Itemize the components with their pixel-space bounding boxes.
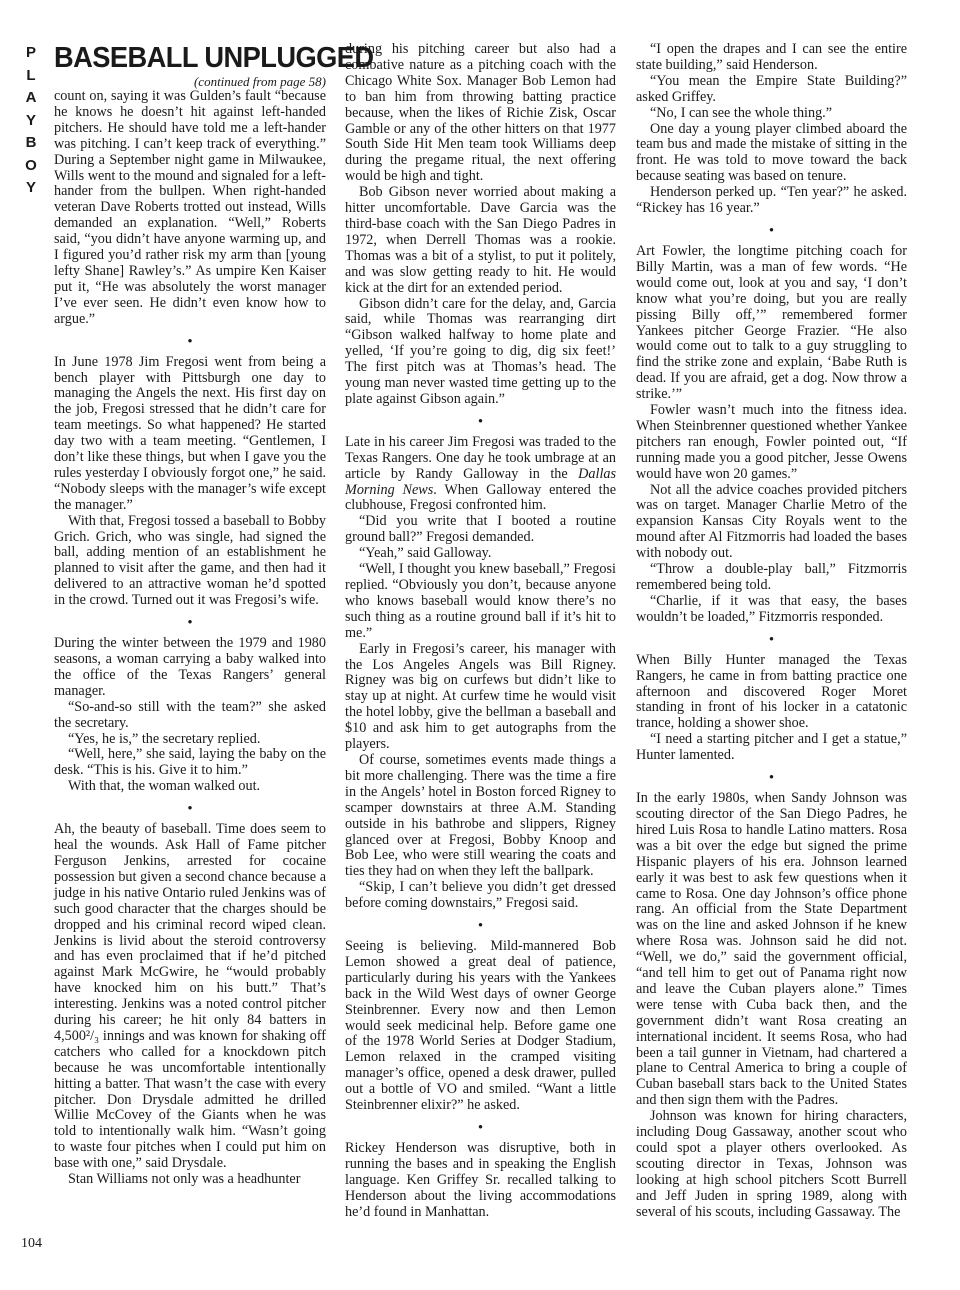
- section-separator: •: [477, 1120, 484, 1136]
- section-separator: •: [477, 918, 484, 935]
- brand-letter: Y: [25, 111, 36, 129]
- section-separator: •: [768, 770, 775, 787]
- brand-vertical-label: [21, 42, 41, 200]
- paragraph: Not all the advice coaches provided pitchers was on target. Manager Charlie Metro of the expansion Kansas City Royals went to the mound after Al Fitzmorris had loaded the bases with nobody out.: [636, 481, 907, 562]
- paragraph: count on, saying it was Gulden’s fault “because he knows he doesn’t hit against left-handed pitchers. He should have told me a left-hander was pitching. I can’t keep track of everything.” During a September night game in Milwaukee, Wills went to the mound and signaled for a left-hander from the bullpen. When right-handed veteran Dave Roberts trotted out instead, Wills demanded an explanation. “Well,” Roberts said, “you didn’t have anyone warming up, and I figured you’d rather risk my arm than [young lefty Shane] Rawley’s.” As umpire Ken Kaiser put it, “He was absolutely the worst manager I’ve ever seen. He didn’t even know how to argue.”: [54, 88, 326, 327]
- paragraph: [345, 435, 616, 515]
- continued-note: (continued from page 58): [193, 74, 326, 89]
- paragraph: Art Fowler, the longtime pitching coach for Billy Martin, was a man of few words. “He would come out, look at you and say, ‘I don’t know what you’re doing, but you are really pissing Billy off,’” remembered former Yankees pitcher George Frazier. “He also would come out to talk to a guy struggling to find the strike zone and explain, ‘Babe Ruth is dead. If you are afraid, get a dog. Now throw a strike.’”: [636, 242, 907, 403]
- paragraph-text: Late in his career Jim Fregosi was traded to the Texas Rangers. One day he took umbrage at an article by Randy Galloway in the: [345, 433, 616, 482]
- paragraph: “You mean the Empire State Building?” asked Griffey.: [636, 72, 907, 105]
- paragraph: Johnson was known for hiring characters, including Doug Gassaway, another scout who could spot a player others overlooked. As scouting director in Texas, Johnson was looking at high school pitchers Scott Burrell and Jeff Juden in spring 1989, along with several of his scouts, including Gassaway. The: [636, 1108, 907, 1220]
- paragraph: “Charlie, if it was that easy, the bases wouldn’t be loaded,” Fitzmorris responded.: [636, 592, 907, 625]
- paragraph: In June 1978 Jim Fregosi went from being a bench player with Pittsburgh one day to managing the Angels the next. His first day on the job, Fregosi stressed that he didn’t care for team meetings. So what happened? He started day two with a team meeting. “Gentlemen, I don’t like these things, but when I gave you the rules yesterday I obviously forgot one,” he said. “Nobody sleeps with the manager’s wife except the manager.”: [54, 353, 326, 513]
- paragraph: Ah, the beauty of baseball. Time does seem to heal the wounds. Ask Hall of Fame pitcher Ferguson Jenkins, arrested for cocaine possession but given a second chance because a judge in his native Ontario ruled Jenkins was of such good character that the charges should be dropped and his criminal record wiped clean. Jenkins is livid about the steroid controversy and has even proclaimed that if he’d pitched against Mark McGwire, he “would probably have knocked him on his butt.” That’s interesting. Jenkins was a noted control pitcher during his career; he hit only 84 batters in 4,500²/₃ innings and was known for shaking off catchers who called for a knockdown pitch because he was uncomfortable intentionally hitting a batter. That wasn’t the case with every pitcher. Don Drysdale admitted he drilled Willie McCovey of the Giants when he was told to intentionally walk him. “Wasn’t going to waste four pitches when I could put him on base with one,” said Drysdale.: [54, 821, 326, 1172]
- brand-letter: L: [26, 66, 36, 84]
- paragraph: “Well, here,” she said, laying the baby on the desk. “This is his. Give it to him.”: [54, 746, 326, 779]
- paragraph: “Throw a double-play ball,” Fitzmorris remembered being told.: [636, 561, 907, 593]
- section-separator: •: [187, 801, 193, 818]
- paragraph: Gibson didn’t care for the delay, and, Garcia said, while Thomas was rearranging dirt “Gibson walked halfway to home plate and yelled, ‘If you’re going to dig, dig six feet!’ The first pitch was at Thomas’s head. The young man never wasted time getting up to the plate against Gibson again.”: [345, 295, 616, 407]
- paragraph: With that, the woman walked out.: [68, 778, 261, 795]
- paragraph: With that, Fregosi tossed a baseball to Bobby Grich. Grich, who was single, had signed the ball, adding mention of an establishment he planned to visit after the game, and then had it delivered to an attractive woman he’d spotted in the crowd. Turned out it was Fregosi’s wife.: [54, 512, 326, 609]
- paragraph: Henderson perked up. “Ten year?” he asked. “Rickey has 16 year.”: [636, 184, 907, 217]
- paragraph: Rickey Henderson was disruptive, both in running the bases and in speaking the English language. Ken Griffey Sr. recalled talking to Henderson about the living accommodations he’d found in Manhattan.: [345, 1140, 616, 1220]
- paragraph: One day a young player climbed aboard the team bus and made the mistake of sitting in the front. He was told to move toward the back because seating was based on tenure.: [636, 120, 907, 185]
- paragraph: “Skip, I can’t believe you didn’t get dressed before coming downstairs,” Fregosi said.: [345, 879, 616, 912]
- paragraph: In the early 1980s, when Sandy Johnson was scouting director of the San Diego Padres, he hired Luis Rosa to handle Latino matters. Rosa was a bit over the edge but signed the prime Hispanic players of his era. Johnson learned early it was best to ask few questions when it came to Rosa. One day Johnson’s office phone rang. An official from the State Department was on the line and asked Johnson if he knew where Rosa was. Johnson said he did not. “Well, we do,” said the government official, “and tell him to get out of Panama right now and leave the Cuban players alone.” Times were tense with Cuba back then, and the government didn’t want Rosa creating an international incident. It seems Rosa, who had been a tail gunner in Vietnam, had chartered a plane to Central America to bring a couple of Cuban baseball stars back to the United States and then sign them with the Padres.: [636, 790, 907, 1109]
- paragraph: Of course, sometimes events made things a bit more challenging. There was the time a fire in the Angels’ hotel in Boston forced Rigney to scamper downstairs at three A.M. Standing outside in his bathrobe and slippers, Rigney glanced over at Fregosi, Bobby Knoop and Bob Lee, who were still wearing the coats and ties they had on when they left the ballpark.: [345, 751, 616, 880]
- paragraph: “Well, I thought you knew baseball,” Fregosi replied. “Obviously you don’t, because anyone who knows baseball would know there’s no such thing as a routine ground ball if it’s hit to me.”: [345, 561, 616, 641]
- section-separator: •: [187, 333, 193, 350]
- paragraph: Bob Gibson never worried about making a hitter uncomfortable. Dave Garcia was the third-base coach with the San Diego Padres in 1972, when Derrell Thomas was a rookie. Thomas was a bit of a stylist, to put it politely, and was slow getting ready to hit. He would kick at the dirt for an extended period.: [345, 184, 616, 296]
- section-separator: •: [477, 413, 484, 430]
- paragraph: “Yes, he is,” the secretary replied.: [68, 730, 261, 747]
- paragraph: “Yeah,” said Galloway.: [359, 545, 492, 562]
- brand-letter: P: [25, 44, 36, 61]
- brand-letter: O: [25, 156, 37, 174]
- article-headline: BASEBALL UNPLUGGED: [54, 42, 374, 74]
- paragraph: Fowler wasn’t much into the fitness idea. When Steinbrenner questioned whether Yankee pitchers ran enough, Fowler pointed out, “If running made you a good pitcher, Jesse Owens would have won 20 games.”: [636, 402, 907, 482]
- section-separator: •: [768, 222, 775, 239]
- paragraph: During the winter between the 1979 and 1980 seasons, a woman carrying a baby walked into the office of the Texas Rangers’ general manager.: [54, 635, 326, 699]
- brand-letter: B: [25, 134, 37, 151]
- section-separator: •: [768, 631, 775, 648]
- paragraph: Early in Fregosi’s career, his manager with the Los Angeles Angels was Bill Rigney. Rigney was big on curfews but didn’t like to stay up at night. At curfew time he would visit the hotel lobby, give the bellman a baseball and $10 and ask him to get autographs from the players.: [345, 640, 616, 753]
- text-column-1: [54, 42, 374, 1257]
- section-separator: •: [187, 615, 193, 632]
- page-number: 104: [21, 1236, 42, 1251]
- paragraph: When Billy Hunter managed the Texas Rangers, he came in from batting practice one afternoon and discovered Roger Moret standing in front of his locker in a catatonic trance, holding a shower shoe.: [636, 651, 907, 732]
- brand-letter: Y: [25, 179, 36, 196]
- paragraph: Seeing is believing. Mild-mannered Bob Lemon showed a great deal of patience, particularly during his years with the Yankees back in the Wild West days of owner George Steinbrenner. Every now and then Lemon would seek medicinal help. Before game one of the 1978 World Series at Dodger Stadium, Lemon relaxed in the cramped visiting manager’s office, opened a desk drawer, pulled out a bottle of VO and smiled. “Want a little Steinbrenner elixir?” he asked.: [345, 938, 616, 1114]
- publication-name: Dallas Morning News: [345, 465, 616, 498]
- paragraph: Stan Williams not only was a headhunter: [68, 1171, 301, 1188]
- brand-letter: A: [25, 89, 37, 106]
- paragraph: “No, I can see the whole thing.”: [650, 104, 833, 121]
- text-column-2: [345, 42, 616, 1257]
- paragraph: “So-and-so still with the team?” she asked the secretary.: [54, 698, 326, 731]
- paragraph: “I need a starting pitcher and I get a statue,” Hunter lamented.: [636, 731, 907, 764]
- paragraph-text: . When Galloway entered the clubhouse, Fregosi confronted him.: [345, 481, 617, 514]
- paragraph: “Did you write that I booted a routine ground ball?” Fregosi demanded.: [345, 513, 616, 546]
- text-column-3: [636, 42, 907, 1257]
- paragraph: “I open the drapes and I can see the entire state building,” said Henderson.: [636, 41, 907, 73]
- paragraph: during his pitching career but also had a combative nature as a pitching coach with the Chicago White Sox. Manager Bob Lemon had to ban him from throwing batting practice because, when the likes of Richie Zisk, Oscar Gamble or any of the other hitters on that 1977 South Side Hit Men team took Williams deep during the pregame ritual, the next offering would be high and tight.: [345, 41, 616, 185]
